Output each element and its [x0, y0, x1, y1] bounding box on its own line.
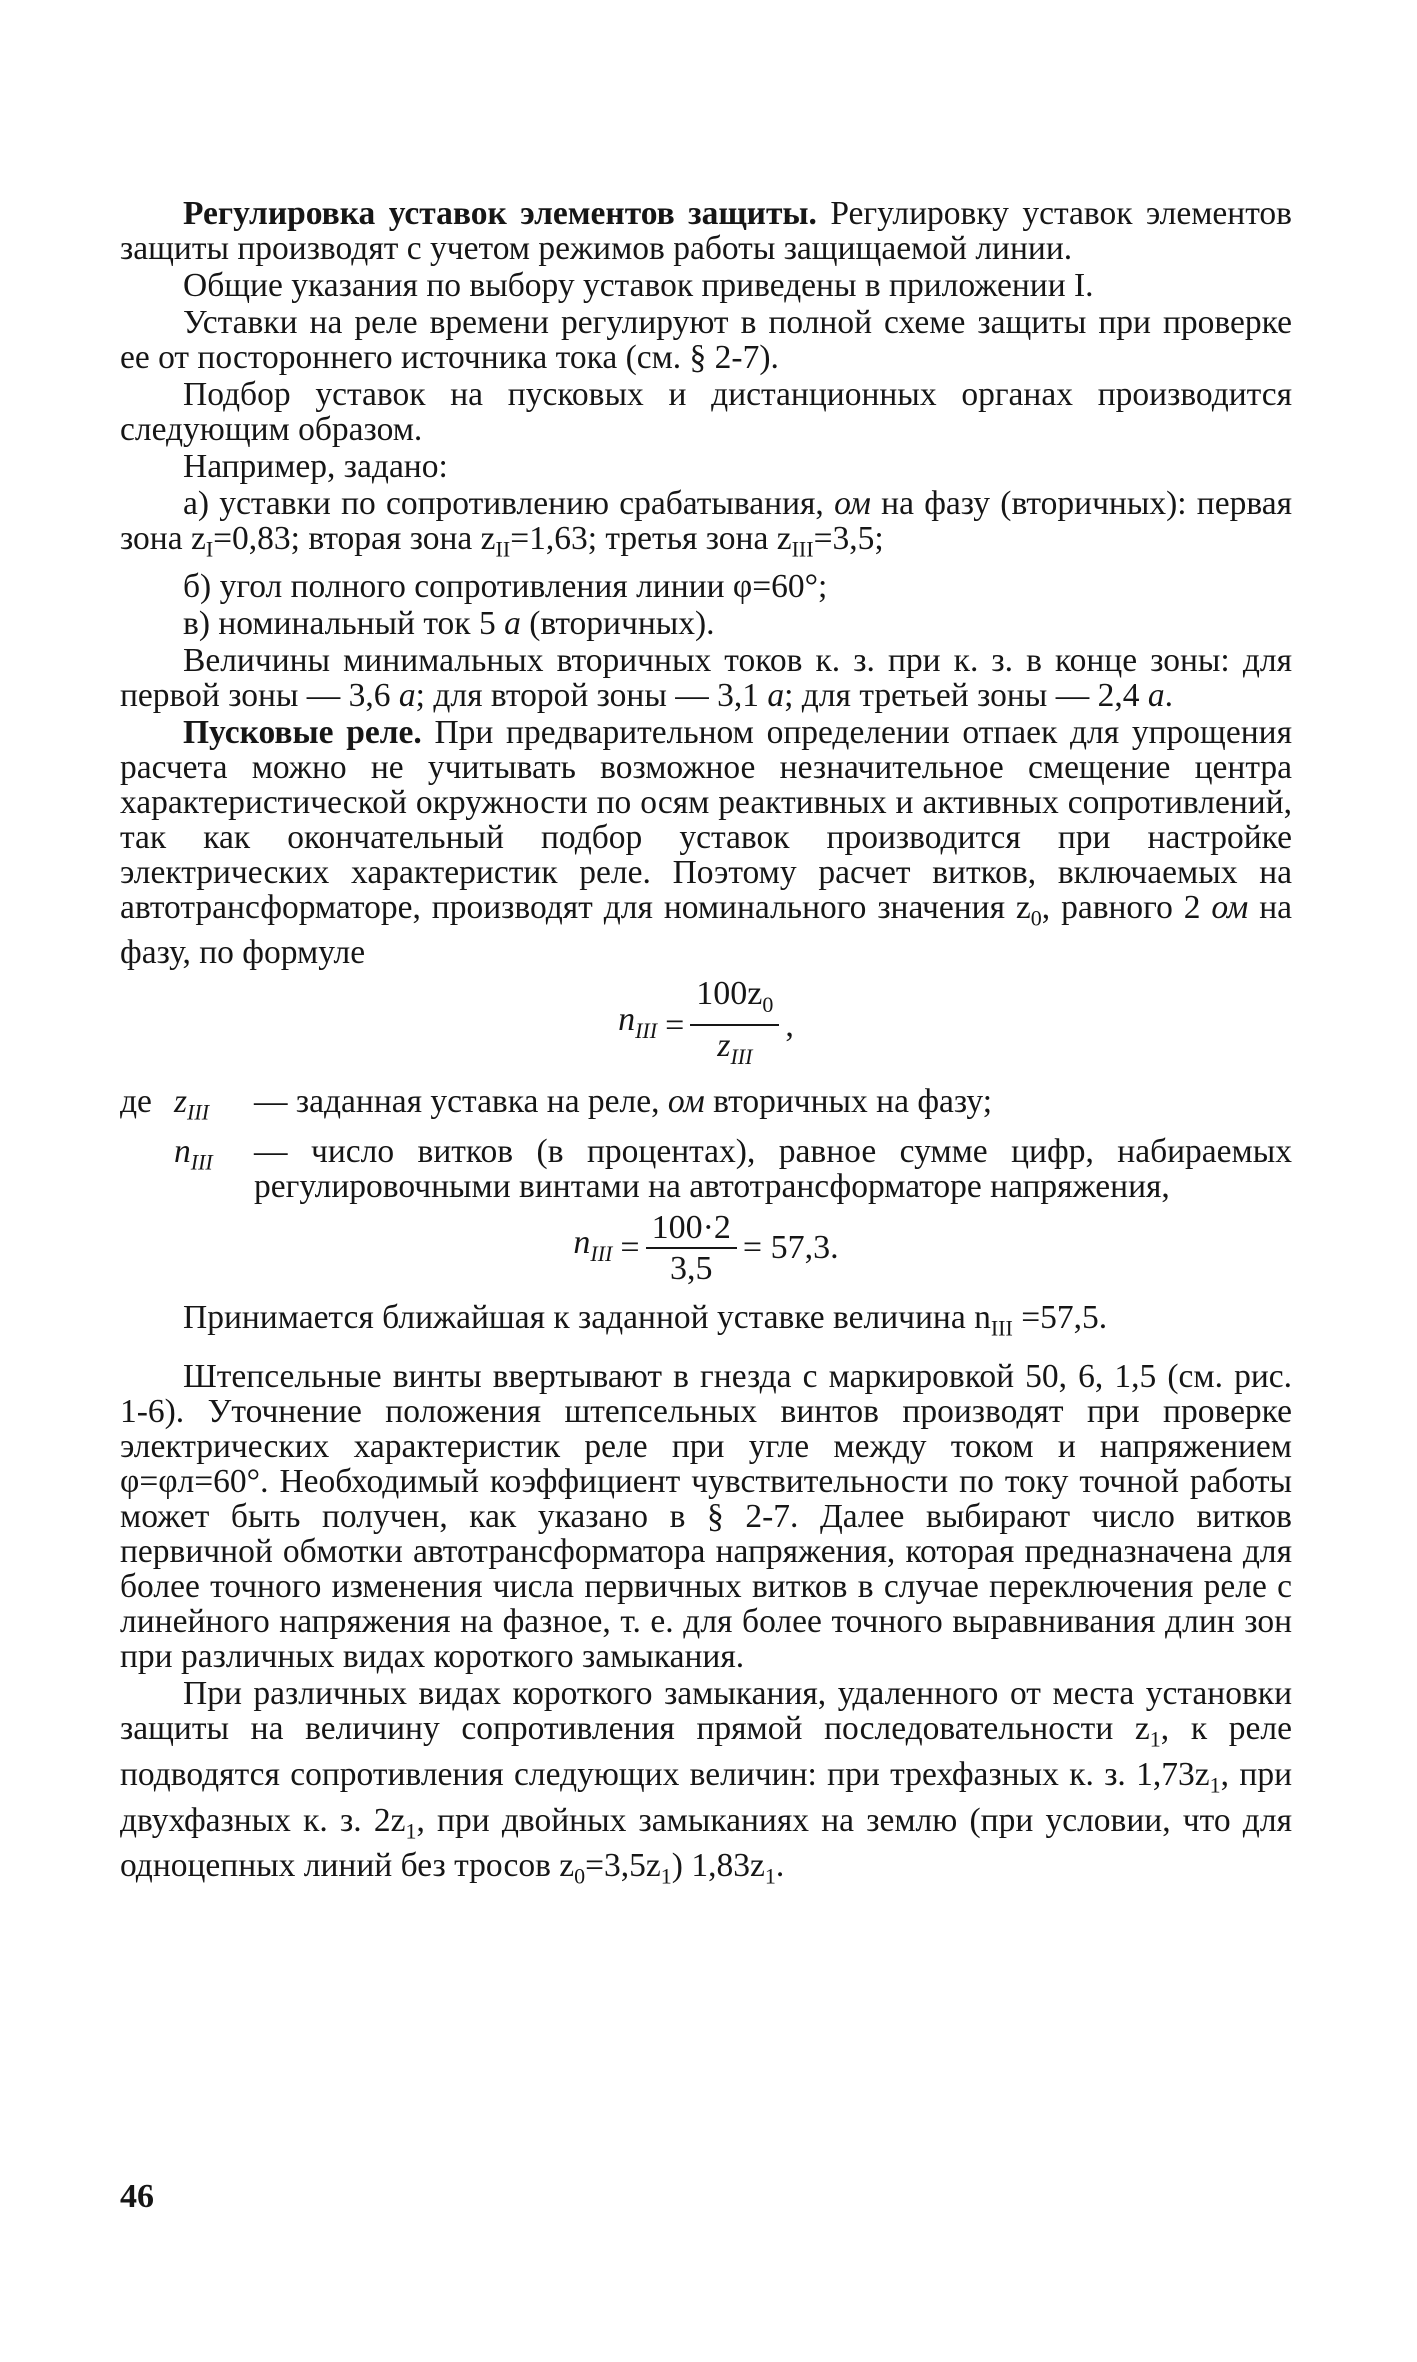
paragraph-selection: Подбор уставок на пусковых и дистанционных органах производится следующим образом. — [120, 376, 1292, 448]
formula-turns-fraction: $\frac{100z_0}{z_{III}}$ — [690, 976, 779, 1074]
list-item-a: а) уставки по сопротивлению срабатывания, ом на фазу (вторичных): первая зона $z_I=0,83$; вторая зона $z_{II}=1,63$; третья зона $z_{III}=3,5$; — [120, 485, 1293, 562]
section-heading-settings: Регулировка уставок элементов защиты. — [183, 195, 817, 232]
paragraph-example: Например, задано: — [183, 448, 448, 485]
section-heading-starting-relays: Пусковые реле. — [183, 713, 422, 751]
paragraph-starting-relays: Пусковые реле. При предварительном определении отпаек для упрощения расчета можно не учитывать возможное незначительное смещение центра характеристической окружности по осям реактивных и активных сопротивлений, так как окончательный подбор уставок производится при настройке электрических характеристик реле. Поэтому расчет витков, включаемых на автотрансформаторе, производят для номинального значения $z_0$, равного 2 ом на фазу, по формуле — [120, 713, 1292, 972]
page-number: 46 — [120, 2178, 154, 2215]
page-body — [120, 196, 1292, 1894]
formula-turns: $n_{III}$ = $\frac{100z_0}{z_{III}}$ , — [120, 976, 1292, 1074]
formula-turns-numeric: $n_{III}$ = $\frac{100\cdot 2}{3,5}$ = 57,3. — [573, 1208, 839, 1287]
formula-numeric-fraction: $\frac{100\cdot 2}{3,5}$ — [646, 1210, 737, 1286]
definition-n-iii: $n_{III}$ — число витков (в процентах), равное сумме цифр, набираемых регулировочными винтами на автотрансформаторе напряжения, — [174, 1132, 1292, 1205]
paragraph-accepted-value: Принимается ближайшая к заданной уставке величина $n_{III} =57,5$. — [183, 1298, 1108, 1341]
definition-z-iii: де $z_{III}$ — заданная уставка на реле, ом вторичных на фазу; — [120, 1082, 993, 1125]
list-item-b: б) угол полного сопротивления линии φ=60°; — [183, 567, 828, 605]
paragraph-min-currents: Величины минимальных вторичных токов к. з. при к. з. в конце зоны: для первой зоны — 3,6 а; для второй зоны — 3,1 а; для третьей зоны — 2,4 а. — [120, 641, 1292, 714]
paragraph-time-relays: Уставки на реле времени регулируют в полной схеме защиты при проверке ее от постороннего источника тока (см. § 2-7). — [120, 304, 1292, 376]
paragraph-settings-adjustment: Регулировка уставок элементов защиты. Регулировку уставок элементов защиты производят с учетом режимов работы защищаемой линии. — [120, 195, 1292, 267]
paragraph-short-circuit: При различных видах короткого замыкания, удаленного от места установки защиты на величину сопротивления прямой последовательности $z_1$, к реле подводятся сопротивления следующих величин: при трехфазных к. з. $1,73z_1$, при двухфазных к. з. $2z_1$, при двойных замыканиях на землю (при условии, что для одноцепных линий без тросов $z_0=3,5z_1$) $1,83z_1$. — [120, 1675, 1293, 1890]
paragraph-general-instructions: Общие указания по выбору уставок приведены в приложении I. — [183, 267, 1094, 304]
list-item-c: в) номинальный ток 5 а (вторичных). — [183, 604, 715, 642]
paragraph-plug-screws: Штепсельные винты ввертывают в гнезда с маркировкой 50, 6, 1,5 (см. рис. 1-6). Уточнение положения штепсельных винтов производят при проверке электрических характеристик реле при угле между током и напряжением φ=φл=60°. Необходимый коэффициент чувствительности по току точной работы может быть получен, как указано в § 2-7. Далее выбирают число витков первичной обмотки автотрансформатора напряжения, которая предназначена для более точного изменения числа первичных витков в случае переключения реле с линейного напряжения на фазное, т. е. для более точного выравнивания длин зон при различных видах короткого замыкания. — [120, 1358, 1292, 1676]
